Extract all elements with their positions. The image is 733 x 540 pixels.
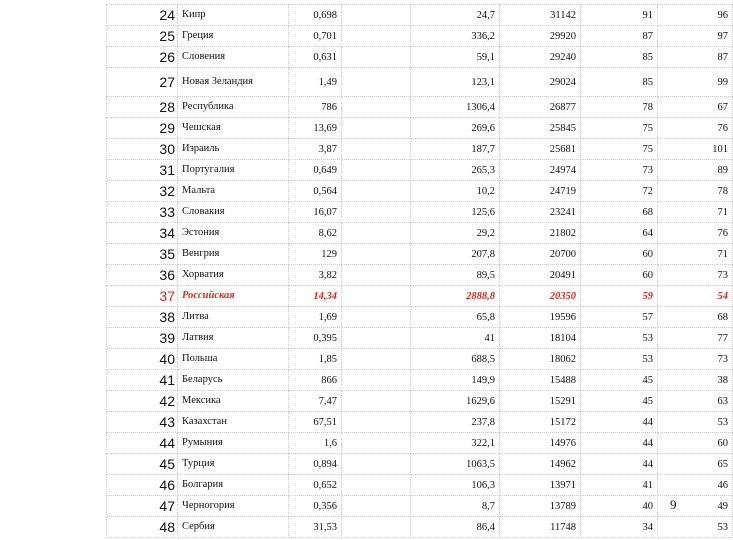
value-cell-3: 13971 [500, 475, 581, 496]
value-cell-4: 64 [581, 223, 658, 244]
value-cell-3: 25681 [500, 139, 581, 160]
value-cell-1: 14,34 [289, 286, 342, 307]
value-cell-3: 14962 [500, 454, 581, 475]
value-cell-3: 20700 [500, 244, 581, 265]
value-cell-2: 8,7 [411, 496, 500, 517]
value-cell-4: 60 [581, 244, 658, 265]
rank-cell: 30 [107, 139, 178, 160]
value-cell-5: 99 [658, 68, 733, 97]
value-cell-5: 73 [658, 265, 733, 286]
value-cell-5: 89 [658, 160, 733, 181]
value-cell-1: 0,652 [289, 475, 342, 496]
table-row [107, 433, 733, 454]
value-cell-4: 75 [581, 139, 658, 160]
value-cell-3: 31142 [500, 5, 581, 26]
value-cell-4: 73 [581, 160, 658, 181]
value-cell-2: 1063,5 [411, 454, 500, 475]
value-cell-2: 125,6 [411, 202, 500, 223]
table-row [107, 244, 733, 265]
value-cell-1: 0,564 [289, 181, 342, 202]
rank-cell: 29 [107, 118, 178, 139]
country-cell: Словакия [178, 202, 289, 223]
value-cell-1: 866 [289, 370, 342, 391]
value-cell-2: 1306,4 [411, 97, 500, 118]
value-cell-5: 76 [658, 118, 733, 139]
country-cell: Словения [178, 47, 289, 68]
country-cell: Польша [178, 349, 289, 370]
country-cell: Израиль [178, 139, 289, 160]
value-cell-5: 60 [658, 433, 733, 454]
empty-cell [342, 26, 411, 47]
rank-cell: 24 [107, 5, 178, 26]
value-cell-1: 8,62 [289, 223, 342, 244]
empty-cell [342, 68, 411, 97]
value-cell-4: 45 [581, 391, 658, 412]
country-cell: Португалия [178, 160, 289, 181]
empty-cell [342, 412, 411, 433]
empty-cell [342, 118, 411, 139]
empty-cell [342, 349, 411, 370]
rank-cell: 40 [107, 349, 178, 370]
value-cell-3: 23241 [500, 202, 581, 223]
value-cell-5: 71 [658, 202, 733, 223]
value-cell-4: 53 [581, 328, 658, 349]
value-cell-1: 0,356 [289, 496, 342, 517]
value-cell-1: 7,47 [289, 391, 342, 412]
rank-cell: 28 [107, 97, 178, 118]
country-cell: Сербия [178, 517, 289, 538]
empty-cell [342, 454, 411, 475]
rank-cell: 25 [107, 26, 178, 47]
value-cell-3: 15488 [500, 370, 581, 391]
value-cell-5: 76 [658, 223, 733, 244]
value-cell-1: 0,631 [289, 47, 342, 68]
empty-cell [342, 496, 411, 517]
empty-cell [342, 47, 411, 68]
table-row [107, 391, 733, 412]
value-cell-3: 29920 [500, 26, 581, 47]
value-cell-3: 18104 [500, 328, 581, 349]
value-cell-5: 49 [658, 496, 733, 517]
value-cell-2: 123,1 [411, 68, 500, 97]
country-ranking-table [106, 4, 733, 538]
rank-cell: 36 [107, 265, 178, 286]
empty-cell [342, 307, 411, 328]
value-cell-1: 16,07 [289, 202, 342, 223]
value-cell-5: 101 [658, 139, 733, 160]
value-cell-2: 29,2 [411, 223, 500, 244]
value-cell-3: 13789 [500, 496, 581, 517]
rank-cell: 48 [107, 517, 178, 538]
value-cell-3: 29240 [500, 47, 581, 68]
value-cell-3: 21802 [500, 223, 581, 244]
value-cell-2: 59,1 [411, 47, 500, 68]
value-cell-5: 53 [658, 517, 733, 538]
value-cell-4: 85 [581, 47, 658, 68]
value-cell-1: 0,894 [289, 454, 342, 475]
table-row [107, 26, 733, 47]
value-cell-2: 149,9 [411, 370, 500, 391]
value-cell-2: 10,2 [411, 181, 500, 202]
value-cell-3: 15172 [500, 412, 581, 433]
value-cell-4: 59 [581, 286, 658, 307]
table-row [107, 517, 733, 538]
value-cell-1: 1,6 [289, 433, 342, 454]
value-cell-2: 265,3 [411, 160, 500, 181]
value-cell-1: 0,649 [289, 160, 342, 181]
value-cell-1: 67,51 [289, 412, 342, 433]
country-cell: Литва [178, 307, 289, 328]
table-row [107, 118, 733, 139]
empty-cell [342, 265, 411, 286]
value-cell-2: 336,2 [411, 26, 500, 47]
table-row [107, 496, 733, 517]
table-row [107, 265, 733, 286]
table-row [107, 160, 733, 181]
value-cell-3: 20491 [500, 265, 581, 286]
value-cell-5: 73 [658, 349, 733, 370]
value-cell-4: 57 [581, 307, 658, 328]
value-cell-4: 40 [581, 496, 658, 517]
rank-cell: 27 [107, 68, 178, 97]
empty-cell [342, 202, 411, 223]
country-cell: Российская [178, 286, 289, 307]
country-cell: Черногория [178, 496, 289, 517]
value-cell-2: 89,5 [411, 265, 500, 286]
table-row [107, 307, 733, 328]
rank-cell: 42 [107, 391, 178, 412]
value-cell-5: 54 [658, 286, 733, 307]
country-cell: Беларусь [178, 370, 289, 391]
value-cell-5: 96 [658, 5, 733, 26]
value-cell-4: 72 [581, 181, 658, 202]
value-cell-3: 24719 [500, 181, 581, 202]
value-cell-5: 77 [658, 328, 733, 349]
value-cell-4: 34 [581, 517, 658, 538]
table-row [107, 47, 733, 68]
value-cell-1: 0,701 [289, 26, 342, 47]
rank-cell: 32 [107, 181, 178, 202]
value-cell-1: 0,395 [289, 328, 342, 349]
value-cell-1: 0,698 [289, 5, 342, 26]
empty-cell [342, 160, 411, 181]
value-cell-4: 68 [581, 202, 658, 223]
value-cell-3: 25845 [500, 118, 581, 139]
value-cell-5: 65 [658, 454, 733, 475]
rank-cell: 45 [107, 454, 178, 475]
value-cell-2: 269,6 [411, 118, 500, 139]
country-cell: Латвия [178, 328, 289, 349]
table-row [107, 223, 733, 244]
rank-cell: 44 [107, 433, 178, 454]
rank-cell: 39 [107, 328, 178, 349]
value-cell-5: 63 [658, 391, 733, 412]
country-cell: Кипр [178, 5, 289, 26]
empty-cell [342, 475, 411, 496]
value-cell-1: 1,85 [289, 349, 342, 370]
value-cell-1: 31,53 [289, 517, 342, 538]
empty-cell [342, 139, 411, 160]
empty-cell [342, 370, 411, 391]
value-cell-2: 207,8 [411, 244, 500, 265]
empty-cell [342, 223, 411, 244]
table-row [107, 181, 733, 202]
rank-cell: 33 [107, 202, 178, 223]
value-cell-2: 2888,8 [411, 286, 500, 307]
country-cell: Хорватия [178, 265, 289, 286]
value-cell-4: 53 [581, 349, 658, 370]
table-row [107, 349, 733, 370]
value-cell-1: 129 [289, 244, 342, 265]
country-cell: Румыния [178, 433, 289, 454]
country-cell: Эстония [178, 223, 289, 244]
value-cell-1: 1,49 [289, 68, 342, 97]
empty-cell [342, 97, 411, 118]
value-cell-2: 65,8 [411, 307, 500, 328]
table-row [107, 412, 733, 433]
value-cell-5: 78 [658, 181, 733, 202]
value-cell-5: 68 [658, 307, 733, 328]
value-cell-3: 20350 [500, 286, 581, 307]
value-cell-4: 78 [581, 97, 658, 118]
value-cell-2: 24,7 [411, 5, 500, 26]
table-row [107, 5, 733, 26]
rank-cell: 31 [107, 160, 178, 181]
value-cell-2: 106,3 [411, 475, 500, 496]
country-table-container [106, 4, 728, 538]
value-cell-3: 26877 [500, 97, 581, 118]
table-row [107, 139, 733, 160]
table-row [107, 68, 733, 97]
table-row [107, 97, 733, 118]
country-cell: Болгария [178, 475, 289, 496]
value-cell-2: 86,4 [411, 517, 500, 538]
table-row [107, 370, 733, 391]
country-cell: Мексика [178, 391, 289, 412]
empty-cell [342, 517, 411, 538]
rank-cell: 43 [107, 412, 178, 433]
value-cell-4: 75 [581, 118, 658, 139]
rank-cell: 47 [107, 496, 178, 517]
table-row [107, 202, 733, 223]
value-cell-2: 688,5 [411, 349, 500, 370]
rank-cell: 34 [107, 223, 178, 244]
value-cell-1: 786 [289, 97, 342, 118]
value-cell-4: 44 [581, 454, 658, 475]
value-cell-1: 3,87 [289, 139, 342, 160]
rank-cell: 26 [107, 47, 178, 68]
rank-cell: 35 [107, 244, 178, 265]
value-cell-5: 67 [658, 97, 733, 118]
empty-cell [342, 391, 411, 412]
country-cell: Венгрия [178, 244, 289, 265]
value-cell-4: 87 [581, 26, 658, 47]
value-cell-2: 1629,6 [411, 391, 500, 412]
rank-cell: 37 [107, 286, 178, 307]
rank-cell: 46 [107, 475, 178, 496]
value-cell-3: 29024 [500, 68, 581, 97]
value-cell-2: 41 [411, 328, 500, 349]
country-cell: Греция [178, 26, 289, 47]
value-cell-3: 14976 [500, 433, 581, 454]
value-cell-3: 11748 [500, 517, 581, 538]
value-cell-5: 71 [658, 244, 733, 265]
value-cell-4: 60 [581, 265, 658, 286]
value-cell-3: 24974 [500, 160, 581, 181]
country-cell: Республика [178, 97, 289, 118]
empty-cell [342, 181, 411, 202]
table-row-highlighted [107, 286, 733, 307]
value-cell-1: 3,82 [289, 265, 342, 286]
empty-cell [342, 244, 411, 265]
country-cell: Чешская [178, 118, 289, 139]
value-cell-3: 18062 [500, 349, 581, 370]
country-cell: Мальта [178, 181, 289, 202]
country-cell: Казахстан [178, 412, 289, 433]
value-cell-4: 41 [581, 475, 658, 496]
value-cell-5: 97 [658, 26, 733, 47]
rank-cell: 38 [107, 307, 178, 328]
value-cell-5: 87 [658, 47, 733, 68]
table-row [107, 328, 733, 349]
value-cell-1: 13,69 [289, 118, 342, 139]
value-cell-3: 19596 [500, 307, 581, 328]
empty-cell [342, 328, 411, 349]
rank-cell: 41 [107, 370, 178, 391]
value-cell-2: 187,7 [411, 139, 500, 160]
value-cell-4: 44 [581, 433, 658, 454]
empty-cell [342, 433, 411, 454]
value-cell-4: 85 [581, 68, 658, 97]
value-cell-2: 237,8 [411, 412, 500, 433]
value-cell-4: 91 [581, 5, 658, 26]
country-cell: Новая Зеландия [178, 68, 289, 97]
country-cell: Турция [178, 454, 289, 475]
value-cell-4: 44 [581, 412, 658, 433]
value-cell-2: 322,1 [411, 433, 500, 454]
empty-cell [342, 5, 411, 26]
table-row [107, 475, 733, 496]
value-cell-4: 45 [581, 370, 658, 391]
page-number: 9 [670, 497, 677, 512]
value-cell-1: 1,69 [289, 307, 342, 328]
value-cell-5: 38 [658, 370, 733, 391]
empty-cell [342, 286, 411, 307]
value-cell-3: 15291 [500, 391, 581, 412]
value-cell-5: 53 [658, 412, 733, 433]
table-body [107, 5, 733, 538]
value-cell-5: 46 [658, 475, 733, 496]
table-row [107, 454, 733, 475]
